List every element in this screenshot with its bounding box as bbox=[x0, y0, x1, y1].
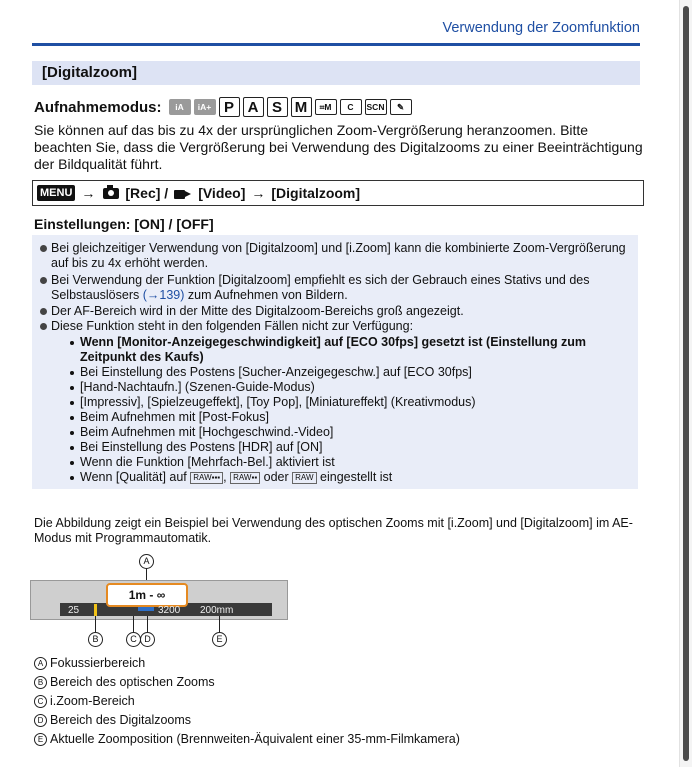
leader-line bbox=[219, 616, 220, 632]
figure-caption: Die Abbildung zeigt ein Beispiel bei Verwendung des optischen Zooms mit [i.Zoom] und [Digitalzoom] im AE-Modus mit Programmautomatik. bbox=[34, 516, 633, 545]
menu-arrow: → bbox=[251, 185, 266, 201]
raw-fine-icon: RAW▪▪▪ bbox=[190, 472, 223, 484]
scale-label: 200mm bbox=[200, 605, 234, 616]
digital-zoom-marker bbox=[138, 607, 154, 611]
legend-item: E Aktuelle Zoomposition (Brennweiten-Äquivalent einer 35-mm-Filmkamera) bbox=[34, 730, 460, 749]
header-rule bbox=[32, 43, 640, 46]
restriction-item: Bei Einstellung des Postens [HDR] auf [ON] bbox=[70, 440, 640, 455]
leader-line bbox=[147, 616, 148, 632]
legend-item: A Fokussierbereich bbox=[34, 654, 460, 673]
restriction-item: Wenn die Funktion [Mehrfach-Bel.] aktiviert ist bbox=[70, 455, 640, 470]
menu-target: [Digitalzoom] bbox=[271, 185, 361, 201]
restriction-item: Wenn [Qualität] auf RAW▪▪▪ , RAW▪▪ oder RAW eingestellt ist bbox=[70, 470, 640, 485]
scale-label: 25 bbox=[68, 605, 80, 616]
intelligent-auto-plus-icon: iA+ bbox=[194, 99, 216, 115]
focus-range-box: 1m - ∞ bbox=[106, 583, 188, 607]
zoom-bar-diagram bbox=[30, 550, 300, 654]
note-item: Diese Funktion steht in den folgenden Fällen nicht zur Verfügung: bbox=[38, 319, 645, 334]
leader-line bbox=[133, 616, 134, 632]
label-b: B bbox=[88, 632, 103, 647]
section-title: [Digitalzoom] bbox=[42, 64, 137, 81]
leader-line bbox=[95, 616, 96, 632]
video-camera-icon bbox=[174, 187, 192, 199]
scrollbar-thumb[interactable] bbox=[683, 6, 689, 761]
section-header bbox=[32, 61, 640, 85]
label-a: A bbox=[139, 554, 154, 569]
restriction-item: [Hand-Nachtaufn.] (Szenen-Guide-Modus) bbox=[70, 380, 640, 395]
recording-mode-line bbox=[34, 96, 412, 118]
note-text: zum Aufnehmen von Bildern. bbox=[187, 288, 348, 302]
p-mode-icon: P bbox=[219, 97, 240, 117]
m-mode-icon: M bbox=[291, 97, 312, 117]
restriction-item: Wenn [Monitor-Anzeigegeschwindigkeit] auf [ECO 30fps] gesetzt ist (Einstellung zum Zeitpunkt des Kaufs) bbox=[70, 335, 640, 365]
menu-video: [Video] bbox=[198, 185, 246, 201]
custom-mode-icon: C bbox=[340, 99, 362, 115]
scene-guide-icon: SCN bbox=[365, 99, 387, 115]
menu-key-icon: MENU bbox=[37, 185, 75, 201]
label-c: C bbox=[126, 632, 141, 647]
label-e: E bbox=[212, 632, 227, 647]
legend-item: D Bereich des Digitalzooms bbox=[34, 711, 460, 730]
restriction-item: [Impressiv], [Spielzeugeffekt], [Toy Pop], [Miniatureffekt] (Kreativmodus) bbox=[70, 395, 640, 410]
intelligent-auto-icon: iA bbox=[169, 99, 191, 115]
raw-icon: RAW bbox=[292, 472, 316, 484]
note-item bbox=[38, 273, 645, 303]
intro-paragraph: Sie können auf das bis zu 4x der ursprünglichen Zoom-Vergrößerung heranzoomen. Bitte beachten Sie, dass die Vergrößerung bei Verwendung des Digitalzooms zu einer Beeinträchtigung der Bildqualität führt. bbox=[34, 122, 643, 172]
page-reference-link[interactable]: (→139) bbox=[142, 288, 185, 302]
running-title: Verwendung der Zoomfunktion bbox=[442, 20, 640, 36]
legend-item: B Bereich des optischen Zooms bbox=[34, 673, 460, 692]
notes-box bbox=[32, 235, 638, 489]
scale-label: 3200 bbox=[158, 605, 181, 616]
settings-heading: Einstellungen: [ON] / [OFF] bbox=[34, 216, 214, 232]
note-text: Bei Verwendung der Funktion [Digitalzoom] empfiehlt es sich der Gebrauch eines Stativs und des Selbstauslösers bbox=[51, 273, 590, 302]
restriction-item: Beim Aufnehmen mit [Hochgeschwind.-Video] bbox=[70, 425, 640, 440]
note-item: Bei gleichzeitiger Verwendung von [Digitalzoom] und [i.Zoom] kann die kombinierte Zoom-Vergrößerung auf bis zu 4x erhöht werden. bbox=[38, 241, 645, 271]
legend-item: C i.Zoom-Bereich bbox=[34, 692, 460, 711]
label-d: D bbox=[140, 632, 155, 647]
creative-control-icon: ✎ bbox=[390, 99, 412, 115]
restriction-item: Bei Einstellung des Postens [Sucher-Anzeigegeschw.] auf [ECO 30fps] bbox=[70, 365, 640, 380]
optical-zoom-marker bbox=[94, 604, 97, 616]
mode-label: Aufnahmemodus: bbox=[34, 98, 162, 116]
menu-rec: [Rec] / bbox=[125, 185, 169, 201]
restriction-item: Beim Aufnehmen mit [Post-Fokus] bbox=[70, 410, 640, 425]
menu-arrow: → bbox=[81, 185, 96, 201]
vertical-scrollbar[interactable] bbox=[679, 0, 692, 767]
s-mode-icon: S bbox=[267, 97, 288, 117]
camera-icon bbox=[103, 188, 119, 199]
creative-video-icon: ⌗M bbox=[315, 99, 337, 115]
raw-standard-icon: RAW▪▪ bbox=[230, 472, 260, 484]
a-mode-icon: A bbox=[243, 97, 264, 117]
note-item: Der AF-Bereich wird in der Mitte des Digitalzoom-Bereichs groß angezeigt. bbox=[38, 304, 645, 319]
menu-path-box bbox=[32, 180, 644, 206]
diagram-legend bbox=[34, 654, 460, 749]
